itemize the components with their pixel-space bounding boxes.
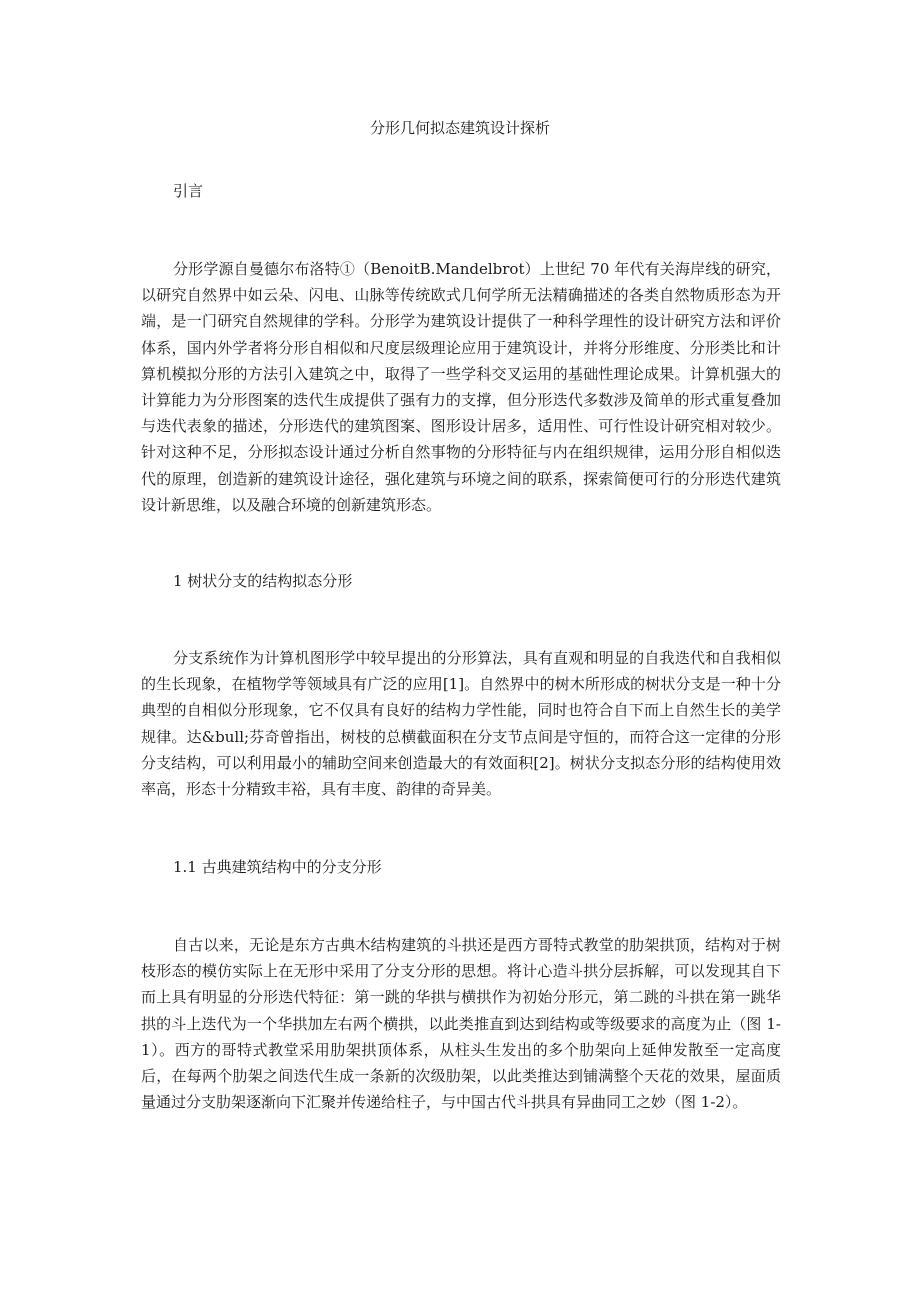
- document-title: 分形几何拟态建筑设计探析: [369, 119, 550, 137]
- intro-paragraph: 分形学源自曼德尔布洛特①（BenoitB.Mandelbrot）上世纪 70 年代有关海岸线的研究，以研究自然界中如云朵、闪电、山脉等传统欧式几何学所无法精确描述的各类自然物质形态为开端，是一门研究自然规律的学科。分形学为建筑设计提供了一种科学理性的设计研究方法和评价体系，国内外学者将分形自相似和尺度层级理论应用于建筑设计，并将分形维度、分形类比和计算机模拟分形的方法引入建筑之中，取得了一些学科交叉运用的基础性理论成果。计算机强大的计算能力为分形图案的迭代生成提供了强有力的支撑，但分形迭代多数涉及简单的形式重复叠加与迭代表象的描述，分形迭代的建筑图案、图形设计居多，适用性、可行性设计研究相对较少。针对这种不足，分形拟态设计通过分析自然事物的分形特征与内在组织规律，运用分形自相似迭代的原理，创造新的建筑设计途径，强化建筑与环境之间的联系，探索简便可行的分形迭代建筑设计新思维，以及融合环境的创新建筑形态。: [141, 260, 781, 514]
- section-1-1-heading: 1.1 古典建筑结构中的分支分形: [173, 858, 382, 876]
- intro-heading: 引言: [173, 182, 204, 200]
- section-1-1-paragraph: 自古以来，无论是东方古典木结构建筑的斗拱还是西方哥特式教堂的肋架拱顶，结构对于树枝形态的模仿实际上在无形中采用了分支分形的思想。将计心造斗拱分层拆解，可以发现其自下而上具有明显的分形迭代特征：第一跳的华拱与横拱作为初始分形元，第二跳的斗拱在第一跳华拱的斗上迭代为一个华拱加左右两个横拱，以此类推直到达到结构或等级要求的高度为止（图 1-1）。西方的哥特式教堂采用肋架拱顶体系，从柱头生发出的多个肋架向上延伸发散至一定高度后，在每两个肋架之间迭代生成一条新的次级肋架，以此类推达到铺满整个天花的效果，屋面质量通过分支肋架逐渐向下汇聚并传递给柱子，与中国古代斗拱具有异曲同工之妙（图 1-2）。: [141, 936, 781, 1112]
- section-1-heading: 1 树状分支的结构拟态分形: [173, 572, 353, 590]
- section-1-paragraph: 分支系统作为计算机图形学中较早提出的分形算法，具有直观和明显的自我迭代和自我相似的生长现象，在植物学等领域具有广泛的应用[1]。自然界中的树木所形成的树状分支是一种十分典型的自相似分形现象，它不仅具有良好的结构力学性能，同时也符合自下而上自然生长的美学规律。达&bull;芬奇曾指出，树枝的总横截面积在分支节点间是守恒的，而符合这一定律的分形分支结构，可以利用最小的辅助空间来创造最大的有效面积[2]。树状分支拟态分形的结构使用效率高，形态十分精致丰裕，具有丰度、韵律的奇异美。: [141, 649, 781, 799]
